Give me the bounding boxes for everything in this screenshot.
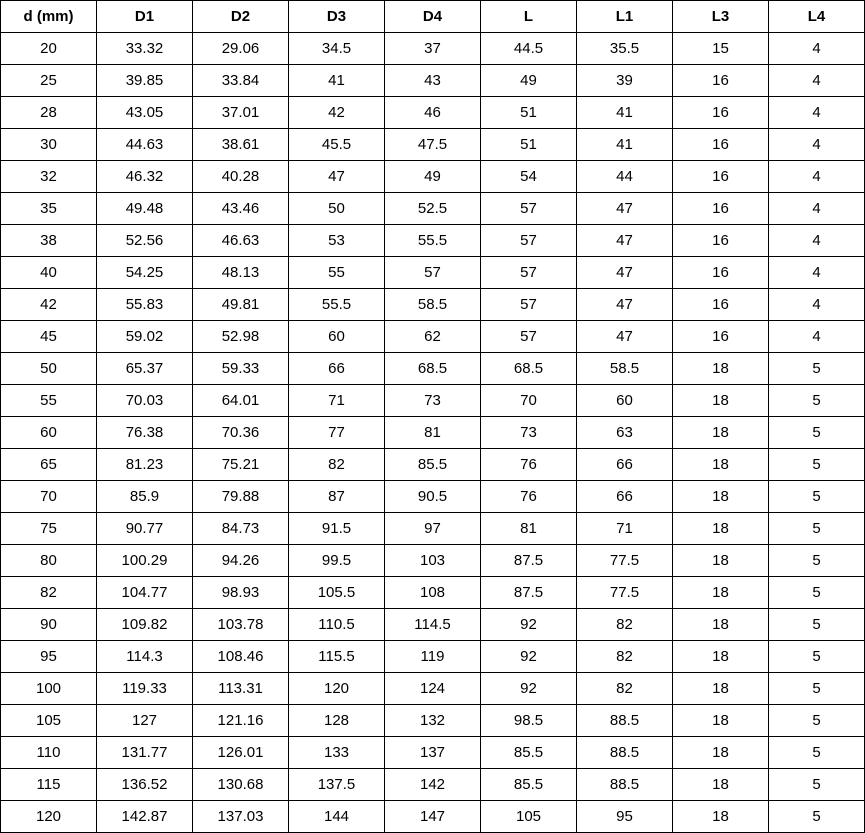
- table-cell-d2: 29.06: [193, 33, 289, 65]
- table-cell-l4: 5: [769, 737, 865, 769]
- table-cell-d2: 70.36: [193, 417, 289, 449]
- table-cell-d1: 33.32: [97, 33, 193, 65]
- table-row: [1, 705, 865, 737]
- table-cell-l3: 18: [673, 417, 769, 449]
- table-cell-d: 60: [1, 417, 97, 449]
- table-cell-d3: 45.5: [289, 129, 385, 161]
- table-cell-d4: 43: [385, 65, 481, 97]
- table-cell-d3: 110.5: [289, 609, 385, 641]
- table-cell-d2: 38.61: [193, 129, 289, 161]
- table-cell-d: 90: [1, 609, 97, 641]
- table-cell-l4: 5: [769, 801, 865, 833]
- table-row: [1, 673, 865, 705]
- table-cell-l: 57: [481, 225, 577, 257]
- table-row: [1, 65, 865, 97]
- table-cell-d: 40: [1, 257, 97, 289]
- table-cell-l3: 16: [673, 65, 769, 97]
- table-cell-d2: 33.84: [193, 65, 289, 97]
- table-cell-l4: 4: [769, 97, 865, 129]
- table-cell-d3: 87: [289, 481, 385, 513]
- table-cell-d2: 137.03: [193, 801, 289, 833]
- table-cell-l4: 5: [769, 449, 865, 481]
- table-cell-l1: 35.5: [577, 33, 673, 65]
- table-cell-d3: 71: [289, 385, 385, 417]
- table-cell-l4: 5: [769, 513, 865, 545]
- table-cell-l: 49: [481, 65, 577, 97]
- table-cell-d3: 47: [289, 161, 385, 193]
- table-cell-l1: 60: [577, 385, 673, 417]
- table-row: [1, 513, 865, 545]
- table-cell-l: 92: [481, 609, 577, 641]
- table-cell-d4: 55.5: [385, 225, 481, 257]
- table-cell-d2: 103.78: [193, 609, 289, 641]
- table-row: [1, 385, 865, 417]
- table-cell-d: 30: [1, 129, 97, 161]
- table-cell-d1: 49.48: [97, 193, 193, 225]
- table-cell-d: 28: [1, 97, 97, 129]
- table-cell-l3: 16: [673, 225, 769, 257]
- table-cell-d: 42: [1, 289, 97, 321]
- table-cell-d4: 81: [385, 417, 481, 449]
- table-cell-d4: 49: [385, 161, 481, 193]
- table-cell-l3: 18: [673, 449, 769, 481]
- table-row: [1, 257, 865, 289]
- header-row: [1, 1, 865, 33]
- table-cell-l1: 47: [577, 289, 673, 321]
- table-cell-l1: 47: [577, 257, 673, 289]
- table-row: [1, 481, 865, 513]
- table-cell-l4: 5: [769, 353, 865, 385]
- column-header-d1: D1: [97, 1, 193, 33]
- table-cell-d3: 55.5: [289, 289, 385, 321]
- table-cell-d: 110: [1, 737, 97, 769]
- table-cell-l4: 4: [769, 225, 865, 257]
- table-cell-l4: 5: [769, 769, 865, 801]
- table-cell-l4: 4: [769, 193, 865, 225]
- column-header-d: d (mm): [1, 1, 97, 33]
- table-cell-l1: 39: [577, 65, 673, 97]
- table-cell-d3: 53: [289, 225, 385, 257]
- table-row: [1, 737, 865, 769]
- table-cell-d4: 97: [385, 513, 481, 545]
- table-row: [1, 577, 865, 609]
- table-cell-l3: 16: [673, 161, 769, 193]
- table-cell-d1: 81.23: [97, 449, 193, 481]
- table-cell-d3: 133: [289, 737, 385, 769]
- table-cell-d3: 105.5: [289, 577, 385, 609]
- table-cell-l1: 82: [577, 673, 673, 705]
- table-cell-d3: 55: [289, 257, 385, 289]
- table-cell-l3: 16: [673, 321, 769, 353]
- table-cell-d2: 49.81: [193, 289, 289, 321]
- table-cell-l4: 4: [769, 129, 865, 161]
- table-cell-d4: 124: [385, 673, 481, 705]
- table-cell-d: 105: [1, 705, 97, 737]
- table-cell-d2: 40.28: [193, 161, 289, 193]
- table-cell-l: 105: [481, 801, 577, 833]
- table-cell-d: 25: [1, 65, 97, 97]
- table-cell-d3: 41: [289, 65, 385, 97]
- table-row: [1, 801, 865, 833]
- table-cell-d1: 44.63: [97, 129, 193, 161]
- column-header-d3: D3: [289, 1, 385, 33]
- table-cell-l4: 4: [769, 161, 865, 193]
- table-row: [1, 225, 865, 257]
- table-cell-d3: 60: [289, 321, 385, 353]
- table-cell-l4: 4: [769, 289, 865, 321]
- table-cell-d3: 77: [289, 417, 385, 449]
- table-row: [1, 353, 865, 385]
- table-cell-d4: 132: [385, 705, 481, 737]
- table-cell-l1: 88.5: [577, 705, 673, 737]
- table-cell-l: 81: [481, 513, 577, 545]
- table-cell-d1: 131.77: [97, 737, 193, 769]
- table-cell-l1: 47: [577, 225, 673, 257]
- table-cell-l4: 4: [769, 33, 865, 65]
- table-cell-d1: 136.52: [97, 769, 193, 801]
- table-cell-l: 98.5: [481, 705, 577, 737]
- table-cell-d4: 52.5: [385, 193, 481, 225]
- table-cell-l4: 5: [769, 705, 865, 737]
- table-cell-d: 82: [1, 577, 97, 609]
- table-cell-d1: 59.02: [97, 321, 193, 353]
- table-cell-d1: 65.37: [97, 353, 193, 385]
- table-cell-d4: 58.5: [385, 289, 481, 321]
- table-cell-l1: 44: [577, 161, 673, 193]
- table-row: [1, 161, 865, 193]
- table-cell-d: 75: [1, 513, 97, 545]
- table-cell-d1: 104.77: [97, 577, 193, 609]
- table-cell-l3: 18: [673, 673, 769, 705]
- table-cell-d4: 57: [385, 257, 481, 289]
- table-cell-l1: 58.5: [577, 353, 673, 385]
- table-cell-l3: 18: [673, 385, 769, 417]
- table-row: [1, 417, 865, 449]
- table-cell-l4: 5: [769, 545, 865, 577]
- table-cell-l1: 47: [577, 193, 673, 225]
- table-cell-l3: 16: [673, 257, 769, 289]
- table-cell-d2: 37.01: [193, 97, 289, 129]
- table-cell-d: 35: [1, 193, 97, 225]
- table-cell-d2: 79.88: [193, 481, 289, 513]
- table-cell-l: 51: [481, 97, 577, 129]
- table-cell-l1: 88.5: [577, 769, 673, 801]
- table-row: [1, 321, 865, 353]
- table-cell-l3: 18: [673, 577, 769, 609]
- table-cell-l1: 82: [577, 609, 673, 641]
- table-cell-d4: 62: [385, 321, 481, 353]
- table-cell-d4: 119: [385, 641, 481, 673]
- table-cell-l4: 4: [769, 257, 865, 289]
- table-cell-d4: 46: [385, 97, 481, 129]
- table-cell-l1: 47: [577, 321, 673, 353]
- table-row: [1, 449, 865, 481]
- table-cell-d4: 47.5: [385, 129, 481, 161]
- table-cell-l1: 71: [577, 513, 673, 545]
- table-cell-d1: 54.25: [97, 257, 193, 289]
- table-cell-l: 76: [481, 481, 577, 513]
- table-cell-d3: 82: [289, 449, 385, 481]
- table-cell-l4: 4: [769, 321, 865, 353]
- table-row: [1, 129, 865, 161]
- table-row: [1, 545, 865, 577]
- table-cell-l3: 16: [673, 193, 769, 225]
- table-row: [1, 641, 865, 673]
- table-cell-d4: 90.5: [385, 481, 481, 513]
- table-cell-d3: 120: [289, 673, 385, 705]
- table-cell-d4: 73: [385, 385, 481, 417]
- table-row: [1, 193, 865, 225]
- table-cell-d2: 64.01: [193, 385, 289, 417]
- table-row: [1, 33, 865, 65]
- table-cell-l4: 5: [769, 609, 865, 641]
- table-cell-d1: 85.9: [97, 481, 193, 513]
- table-cell-d: 100: [1, 673, 97, 705]
- table-cell-d1: 109.82: [97, 609, 193, 641]
- table-cell-l1: 41: [577, 129, 673, 161]
- table-cell-l: 85.5: [481, 769, 577, 801]
- table-cell-d2: 98.93: [193, 577, 289, 609]
- table-row: [1, 609, 865, 641]
- table-cell-d1: 52.56: [97, 225, 193, 257]
- table-cell-d3: 66: [289, 353, 385, 385]
- table-cell-d1: 114.3: [97, 641, 193, 673]
- table-cell-d1: 70.03: [97, 385, 193, 417]
- table-cell-d3: 128: [289, 705, 385, 737]
- table-cell-l1: 66: [577, 449, 673, 481]
- table-cell-d1: 39.85: [97, 65, 193, 97]
- table-cell-d1: 142.87: [97, 801, 193, 833]
- table-cell-d4: 37: [385, 33, 481, 65]
- table-cell-d2: 121.16: [193, 705, 289, 737]
- table-cell-l1: 95: [577, 801, 673, 833]
- table-cell-l: 68.5: [481, 353, 577, 385]
- table-cell-d2: 113.31: [193, 673, 289, 705]
- table-cell-d4: 68.5: [385, 353, 481, 385]
- table-cell-l: 57: [481, 321, 577, 353]
- table-cell-d3: 42: [289, 97, 385, 129]
- table-cell-l3: 18: [673, 545, 769, 577]
- column-header-l3: L3: [673, 1, 769, 33]
- table-cell-d: 38: [1, 225, 97, 257]
- table-cell-d1: 119.33: [97, 673, 193, 705]
- table-cell-l1: 88.5: [577, 737, 673, 769]
- table-cell-d1: 127: [97, 705, 193, 737]
- table-row: [1, 289, 865, 321]
- table-cell-l1: 66: [577, 481, 673, 513]
- table-cell-l1: 41: [577, 97, 673, 129]
- table-cell-l1: 77.5: [577, 545, 673, 577]
- table-cell-l3: 15: [673, 33, 769, 65]
- table-cell-l: 85.5: [481, 737, 577, 769]
- table-cell-l3: 18: [673, 513, 769, 545]
- table-cell-d1: 100.29: [97, 545, 193, 577]
- table-cell-d3: 91.5: [289, 513, 385, 545]
- table-row: [1, 97, 865, 129]
- table-cell-l3: 18: [673, 801, 769, 833]
- table-cell-l3: 16: [673, 97, 769, 129]
- table-cell-l: 87.5: [481, 577, 577, 609]
- table-cell-d: 50: [1, 353, 97, 385]
- table-cell-l: 44.5: [481, 33, 577, 65]
- table-cell-d3: 50: [289, 193, 385, 225]
- table-cell-l: 92: [481, 641, 577, 673]
- table-cell-l3: 18: [673, 353, 769, 385]
- table-cell-l4: 5: [769, 577, 865, 609]
- table-cell-d4: 114.5: [385, 609, 481, 641]
- table-cell-d2: 48.13: [193, 257, 289, 289]
- table-cell-l4: 5: [769, 641, 865, 673]
- table-cell-l: 87.5: [481, 545, 577, 577]
- table-cell-d1: 46.32: [97, 161, 193, 193]
- table-cell-d2: 130.68: [193, 769, 289, 801]
- table-cell-d2: 43.46: [193, 193, 289, 225]
- table-cell-d: 65: [1, 449, 97, 481]
- table-cell-d: 115: [1, 769, 97, 801]
- table-cell-d1: 55.83: [97, 289, 193, 321]
- table-cell-d1: 43.05: [97, 97, 193, 129]
- table-body: [1, 33, 865, 833]
- table-cell-d1: 76.38: [97, 417, 193, 449]
- table-cell-d4: 147: [385, 801, 481, 833]
- table-cell-d: 20: [1, 33, 97, 65]
- table-cell-l: 57: [481, 257, 577, 289]
- column-header-l1: L1: [577, 1, 673, 33]
- column-header-l4: L4: [769, 1, 865, 33]
- table-cell-l1: 63: [577, 417, 673, 449]
- table-cell-l3: 18: [673, 705, 769, 737]
- table-cell-l4: 4: [769, 65, 865, 97]
- table-cell-l3: 18: [673, 737, 769, 769]
- table-cell-d3: 115.5: [289, 641, 385, 673]
- table-cell-d: 45: [1, 321, 97, 353]
- table-cell-d4: 142: [385, 769, 481, 801]
- column-header-d4: D4: [385, 1, 481, 33]
- table-cell-d2: 84.73: [193, 513, 289, 545]
- table-cell-l4: 5: [769, 385, 865, 417]
- table-cell-l: 57: [481, 289, 577, 321]
- table-cell-l3: 18: [673, 641, 769, 673]
- table-cell-l: 51: [481, 129, 577, 161]
- table-cell-l4: 5: [769, 417, 865, 449]
- column-header-d2: D2: [193, 1, 289, 33]
- table-cell-l3: 18: [673, 609, 769, 641]
- table-cell-d2: 52.98: [193, 321, 289, 353]
- table-cell-l3: 18: [673, 481, 769, 513]
- table-cell-d1: 90.77: [97, 513, 193, 545]
- table-cell-l1: 77.5: [577, 577, 673, 609]
- table-cell-d: 70: [1, 481, 97, 513]
- table-cell-l: 76: [481, 449, 577, 481]
- table-cell-d2: 94.26: [193, 545, 289, 577]
- table-cell-l: 54: [481, 161, 577, 193]
- table-cell-d4: 137: [385, 737, 481, 769]
- table-cell-d2: 126.01: [193, 737, 289, 769]
- table-cell-l: 92: [481, 673, 577, 705]
- table-row: [1, 769, 865, 801]
- table-cell-d2: 75.21: [193, 449, 289, 481]
- table-cell-d: 80: [1, 545, 97, 577]
- table-cell-d4: 103: [385, 545, 481, 577]
- table-cell-d4: 85.5: [385, 449, 481, 481]
- table-cell-d2: 108.46: [193, 641, 289, 673]
- table-cell-l: 57: [481, 193, 577, 225]
- table-cell-d3: 99.5: [289, 545, 385, 577]
- table-cell-d2: 59.33: [193, 353, 289, 385]
- table-cell-d: 32: [1, 161, 97, 193]
- table-cell-d3: 137.5: [289, 769, 385, 801]
- table-cell-l3: 18: [673, 769, 769, 801]
- table-cell-d: 55: [1, 385, 97, 417]
- table-cell-l: 73: [481, 417, 577, 449]
- column-header-l: L: [481, 1, 577, 33]
- table-cell-d3: 144: [289, 801, 385, 833]
- table-cell-l1: 82: [577, 641, 673, 673]
- table-cell-d3: 34.5: [289, 33, 385, 65]
- table-cell-l4: 5: [769, 673, 865, 705]
- table-cell-d: 95: [1, 641, 97, 673]
- table-cell-l3: 16: [673, 129, 769, 161]
- table-cell-d4: 108: [385, 577, 481, 609]
- table-cell-d2: 46.63: [193, 225, 289, 257]
- table-cell-l3: 16: [673, 289, 769, 321]
- table-cell-l: 70: [481, 385, 577, 417]
- table-header: [1, 1, 865, 33]
- table-cell-d: 120: [1, 801, 97, 833]
- table-cell-l4: 5: [769, 481, 865, 513]
